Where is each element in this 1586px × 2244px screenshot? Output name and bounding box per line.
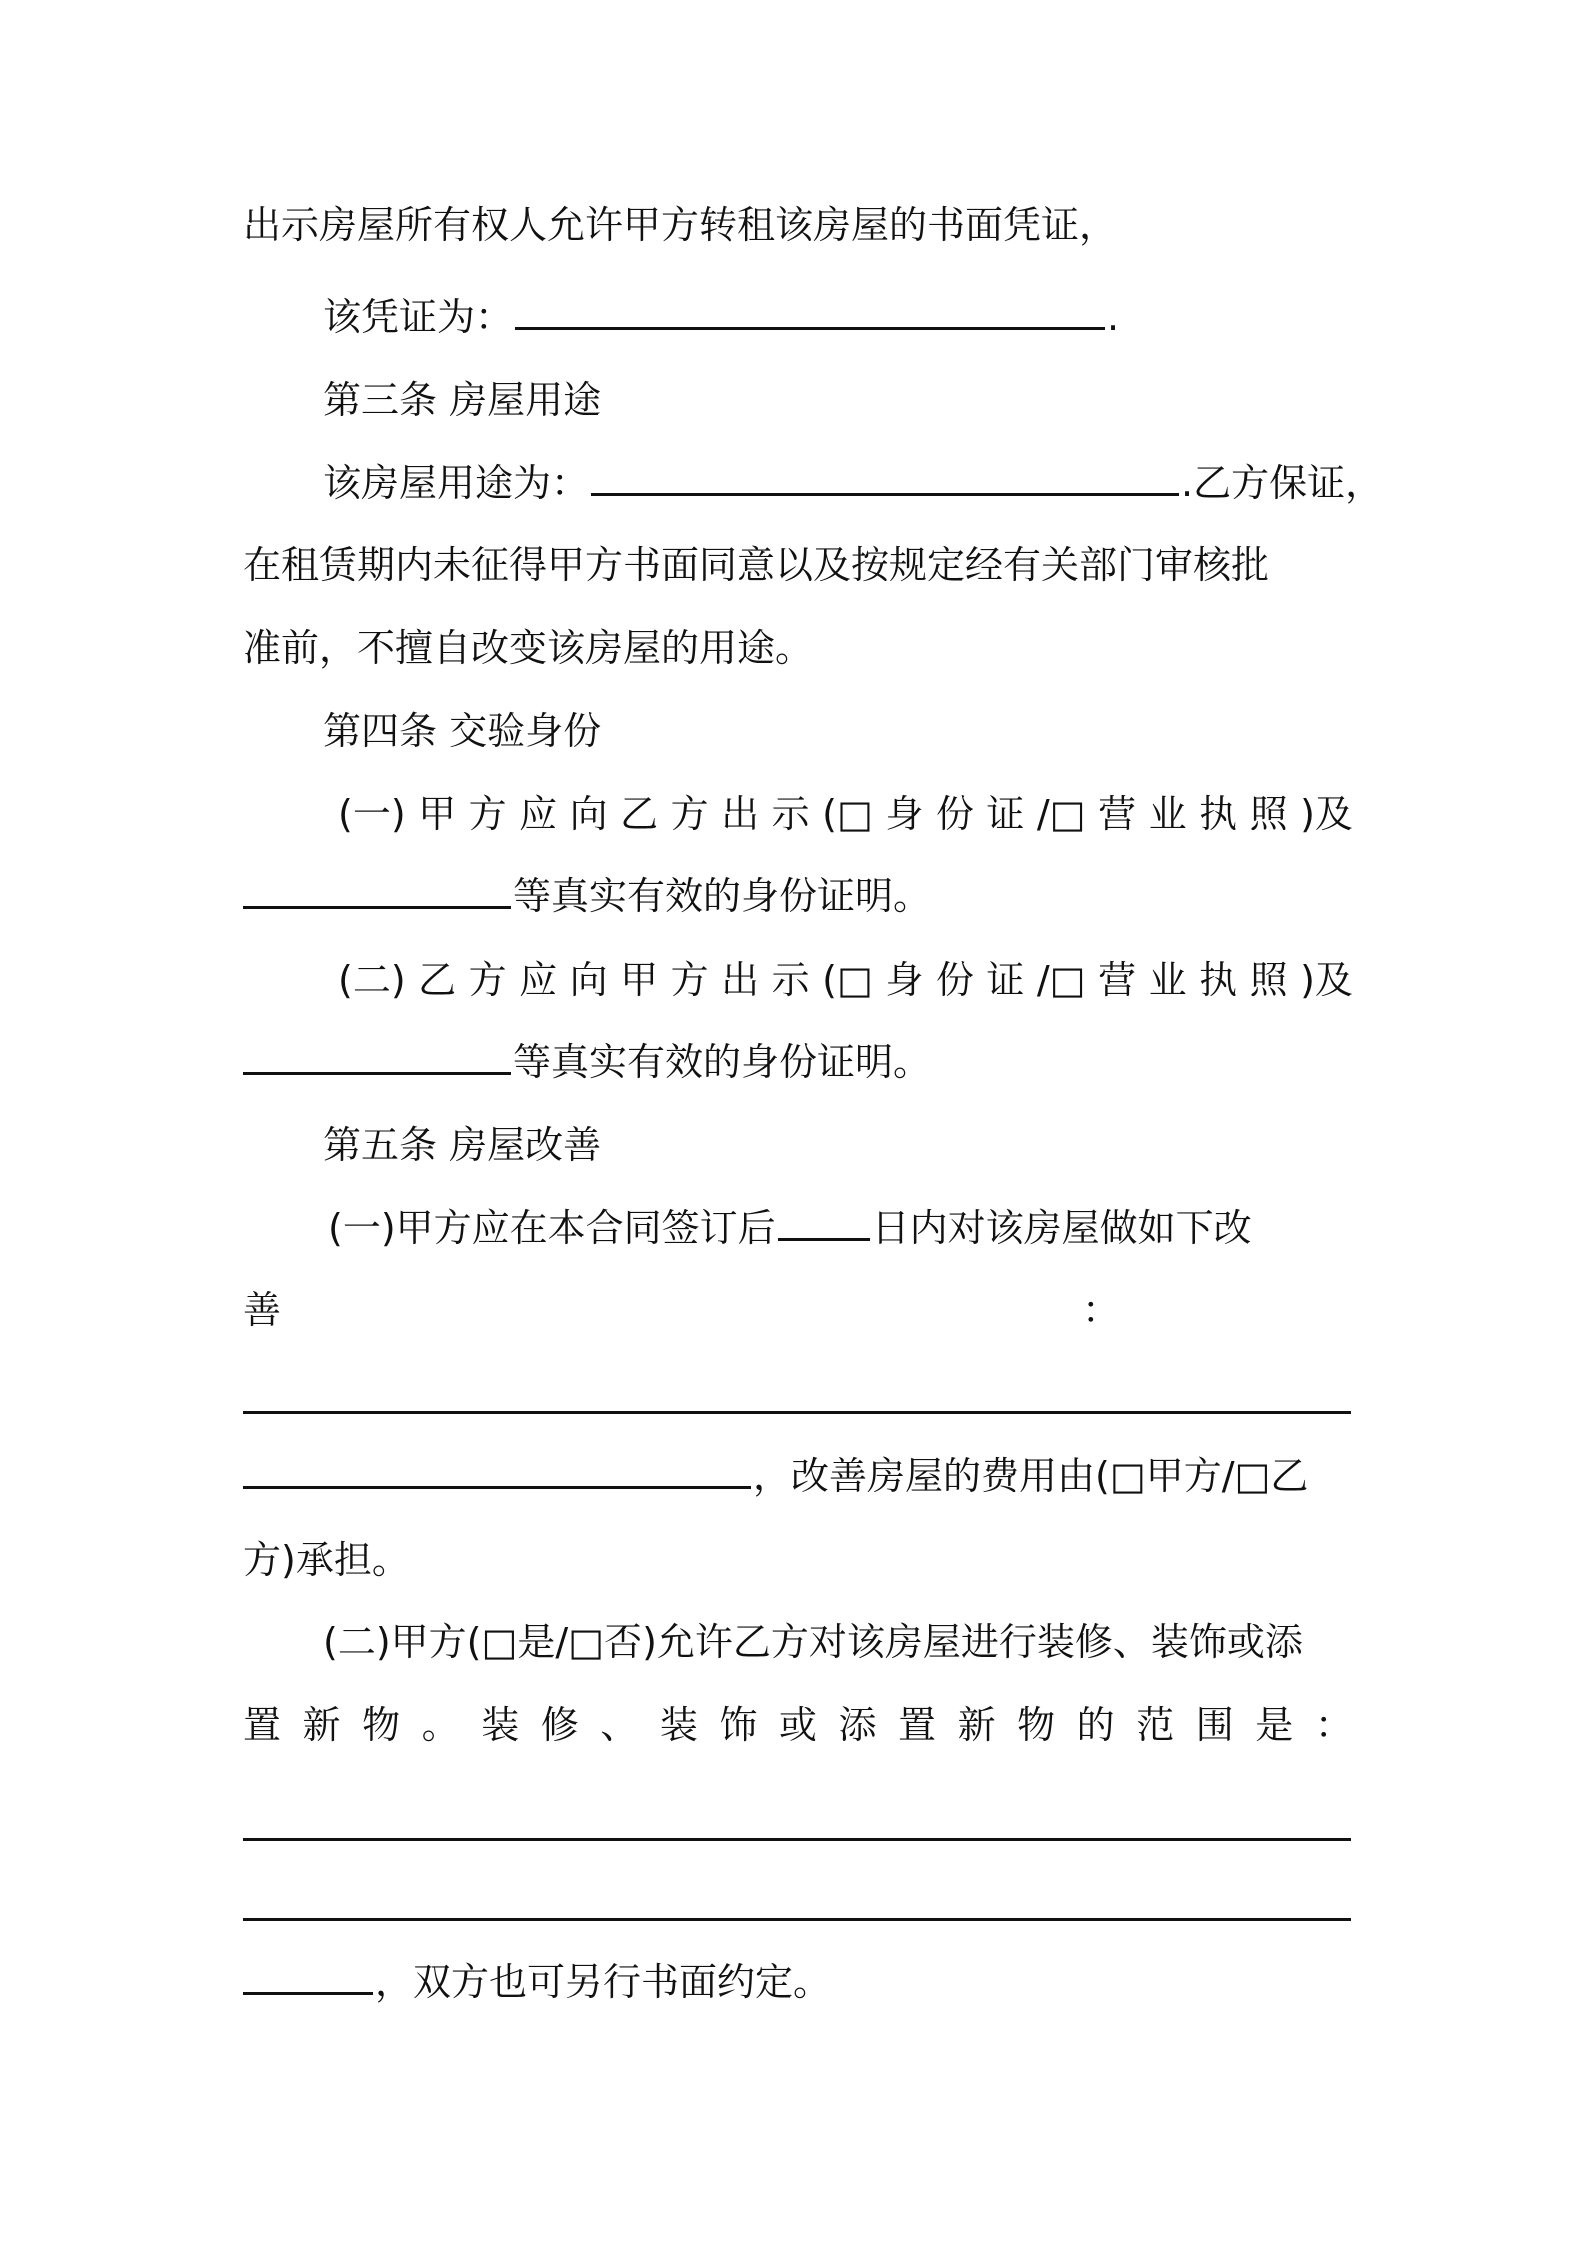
days-blank[interactable]: [778, 1204, 870, 1241]
text-line-1: 出示房屋所有权人允许甲方转租该房屋的书面凭证，: [243, 203, 1118, 247]
text-line-5: 在租赁期内未征得甲方书面同意以及按规定经有关部门审核批: [243, 543, 1270, 587]
text-token: 业: [1148, 958, 1187, 1002]
text-token: 向: [569, 958, 608, 1002]
identity-proof-text: 等真实有效的身份证明。: [513, 1040, 932, 1084]
text-token: 乙: [620, 792, 659, 836]
credential-blank[interactable]: [515, 293, 1105, 330]
text-token: 向: [569, 792, 608, 836]
identity-proof-text: 等真实有效的身份证明。: [513, 874, 932, 918]
identity-blank-2[interactable]: [243, 1038, 511, 1075]
text-token: 出: [721, 958, 760, 1002]
identity-proof-line-2: [243, 1032, 1353, 1092]
text-token: 执: [1199, 958, 1238, 1002]
text-token: 甲: [620, 958, 659, 1002]
text-token: 照: [1249, 958, 1288, 1002]
checkbox-id-card[interactable]: (□: [822, 958, 873, 1002]
text-token: 物: [1017, 1703, 1056, 1747]
text-line-6: 准前，不擅自改变该房屋的用途。: [243, 626, 814, 670]
text-token: 营: [1098, 958, 1137, 1002]
text-token: 份: [935, 958, 974, 1002]
text-token: 方: [670, 958, 709, 1002]
text-token: 置: [243, 1703, 282, 1747]
text-token: 新: [302, 1703, 341, 1747]
text-token: 方: [468, 792, 507, 836]
decoration-scope-line: [243, 1695, 1353, 1755]
text-token: 身: [885, 958, 924, 1002]
improvement-colon: ：: [1081, 1288, 1120, 1332]
identity-blank-1[interactable]: [243, 872, 511, 909]
text-token: 围: [1195, 1703, 1234, 1747]
improvement-blank-line-2[interactable]: [243, 1452, 751, 1489]
text-token: 添: [838, 1703, 877, 1747]
agreement-text: ，双方也可另行书面约定。: [375, 1960, 832, 2004]
text-token: 身: [885, 792, 924, 836]
text-token: 是: [1255, 1703, 1294, 1747]
identity-proof-line-1: [243, 866, 1353, 926]
text-token: 方: [670, 792, 709, 836]
text-token: 的: [1076, 1703, 1115, 1747]
improvement-line-2: [243, 1280, 1353, 1340]
checkbox-id-card[interactable]: (□: [822, 792, 873, 836]
improvement-text-a: (一)甲方应在本合同签订后: [328, 1206, 776, 1250]
text-token: 应: [519, 958, 558, 1002]
text-token: 新: [957, 1703, 996, 1747]
text-token: 装: [481, 1703, 520, 1747]
cost-line: [243, 1446, 1353, 1506]
identity-line-1: [338, 784, 1353, 844]
text-token: 营: [1098, 792, 1137, 836]
usage-line: [323, 453, 1384, 513]
improvement-word: 善: [243, 1288, 282, 1332]
article-3-heading: 第三条 房屋用途: [323, 378, 602, 422]
text-token: 证: [986, 958, 1025, 1002]
text-token: (二): [338, 958, 406, 1002]
decoration-line: (二)甲方(□是/□否)允许乙方对该房屋进行装修、装饰或添: [323, 1620, 1303, 1664]
text-token: 份: [935, 792, 974, 836]
text-token: 饰: [719, 1703, 758, 1747]
credential-label: 该凭证为：: [323, 295, 514, 339]
text-token: 置: [898, 1703, 937, 1747]
text-token: 照: [1249, 792, 1288, 836]
cost-text: ，改善房屋的费用由(□甲方/□乙: [753, 1454, 1309, 1498]
text-token: 物: [362, 1703, 401, 1747]
usage-label: 该房屋用途为：: [323, 461, 590, 505]
text-token: 装: [659, 1703, 698, 1747]
text-token: )及: [1300, 958, 1353, 1002]
text-token: ：: [1314, 1703, 1353, 1747]
usage-tail: .乙方保证，: [1181, 461, 1384, 505]
improvement-line: [328, 1198, 1343, 1258]
text-token: 、: [600, 1703, 639, 1747]
credential-line: [323, 287, 1353, 347]
agreement-line: [243, 1952, 1353, 2012]
text-token: 。: [421, 1703, 460, 1747]
text-token: 应: [519, 792, 558, 836]
text-token: 示: [771, 958, 810, 1002]
text-token: 范: [1136, 1703, 1175, 1747]
text-token: 执: [1199, 792, 1238, 836]
text-token: (一): [338, 792, 406, 836]
decoration-blank-line-3[interactable]: [243, 1958, 373, 1995]
text-token: 或: [778, 1703, 817, 1747]
improvement-blank-line-1[interactable]: [243, 1411, 1351, 1414]
checkbox-business-license[interactable]: /□: [1036, 958, 1086, 1002]
checkbox-business-license[interactable]: /□: [1036, 792, 1086, 836]
cost-line-2: 方)承担。: [243, 1538, 410, 1582]
text-token: 乙: [418, 958, 457, 1002]
text-token: 证: [986, 792, 1025, 836]
text-token: 甲: [418, 792, 457, 836]
identity-line-2: [338, 950, 1353, 1010]
improvement-text-b: 日内对该房屋做如下改: [871, 1206, 1252, 1250]
article-5-heading: 第五条 房屋改善: [323, 1123, 602, 1167]
credential-end: .: [1107, 295, 1120, 339]
decoration-blank-line-1[interactable]: [243, 1838, 1351, 1841]
text-token: 修: [540, 1703, 579, 1747]
text-token: )及: [1300, 792, 1353, 836]
article-4-heading: 第四条 交验身份: [323, 709, 602, 753]
text-token: 方: [468, 958, 507, 1002]
text-token: 出: [721, 792, 760, 836]
text-token: 示: [771, 792, 810, 836]
decoration-blank-line-2[interactable]: [243, 1918, 1351, 1921]
text-token: 业: [1148, 792, 1187, 836]
usage-blank[interactable]: [591, 459, 1179, 496]
